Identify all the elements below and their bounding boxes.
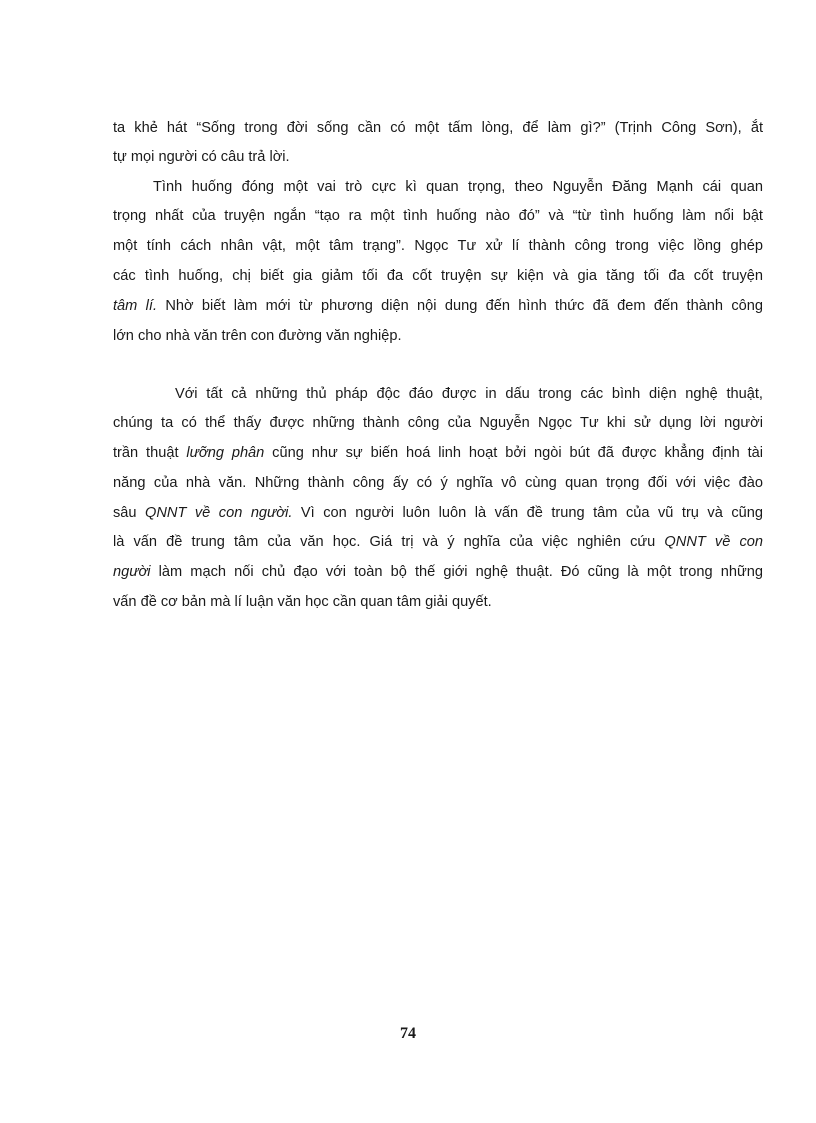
- italic-term: tâm lí.: [113, 298, 158, 314]
- text-line: năng của nhà văn. Những thành công ấy có ý nghĩa vô cùng quan trọng đối với việc đào: [113, 475, 763, 491]
- text-line: [113, 562, 763, 582]
- italic-term: người: [113, 564, 151, 580]
- text-span: Nhờ biết làm mới từ phương diện nội dung đến hình thức đã đem đến thành công: [157, 298, 764, 314]
- italic-term: QNNT về con: [664, 534, 763, 550]
- text-span: cũng như sự biến hoá linh hoạt bởi ngòi bút đã được khẳng định tài: [264, 445, 763, 461]
- text-line: vấn đề cơ bản mà lí luận văn học cần quan tâm giải quyết.: [113, 594, 492, 610]
- text-line: [113, 503, 763, 523]
- page-number: 74: [400, 1025, 416, 1042]
- text-span: trần thuật: [113, 445, 187, 461]
- text-line: chúng ta có thể thấy được những thành công của Nguyễn Ngọc Tư khi sử dụng lời người: [113, 415, 763, 431]
- text-line: lớn cho nhà văn trên con đường văn nghiệp.: [113, 328, 402, 344]
- text-line: tự mọi người có câu trả lời.: [113, 149, 290, 165]
- text-line: các tình huống, chị biết gia giảm tối đa cốt truyện sự kiện và gia tăng tối đa cốt truyện: [113, 268, 763, 284]
- text-span: làm mạch nối chủ đạo với toàn bộ thế giới nghệ thuật. Đó cũng là một trong những: [150, 564, 763, 580]
- text-line: Tình huống đóng một vai trò cực kì quan trọng, theo Nguyễn Đăng Mạnh cái quan: [153, 179, 763, 195]
- italic-term: lưỡng phân: [186, 445, 265, 461]
- text-line: trọng nhất của truyện ngắn “tạo ra một tình huống nào đó” và “từ tình huống làm nổi bật: [113, 208, 763, 224]
- text-span: sâu: [113, 505, 146, 521]
- text-line: một tính cách nhân vật, một tâm trạng”. Ngọc Tư xử lí thành công trong việc lồng ghép: [113, 238, 763, 254]
- text-line: [113, 443, 763, 463]
- text-line: [113, 296, 763, 316]
- text-line: ta khẻ hát “Sống trong đời sống cần có một tấm lòng, để làm gì?” (Trịnh Công Sơn), ắt: [113, 120, 763, 136]
- text-span: là vấn đề trung tâm của văn học. Giá trị và ý nghĩa của việc nghiên cứu: [113, 534, 665, 550]
- text-span: Vì con người luôn luôn là vấn đề trung tâm của vũ trụ và cũng: [292, 505, 763, 521]
- text-line: Với tất cả những thủ pháp độc đáo được in dấu trong các bình diện nghệ thuật,: [175, 386, 763, 402]
- italic-term: QNNT về con người.: [145, 505, 293, 521]
- text-line: [113, 532, 763, 552]
